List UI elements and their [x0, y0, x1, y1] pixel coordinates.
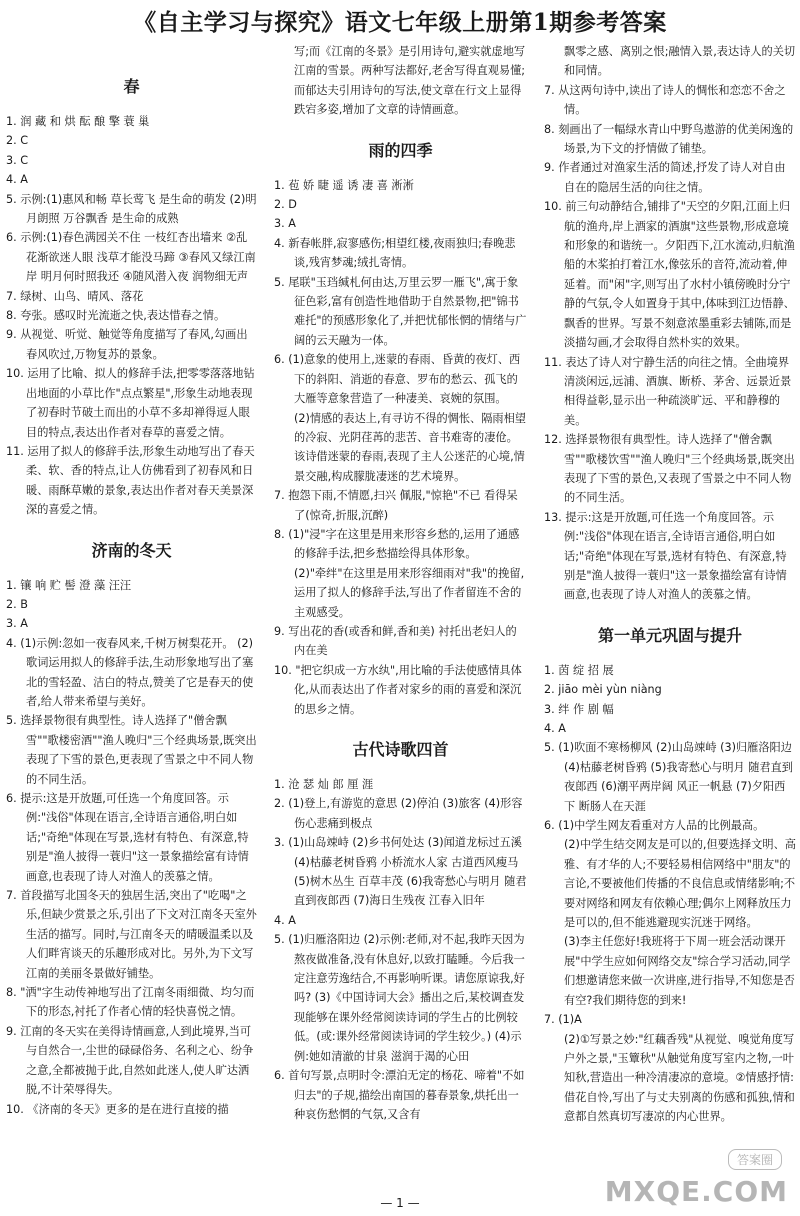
answer-item: 9. 江南的冬天实在美得诗情画意,人到此境界,当可与自然合一,尘世的碌碌俗务、名利之心、纷争之意,全都被抛于此,自然如此迷人,使人旷达洒脱,不计荣辱得失。 [6, 1024, 254, 1097]
answer-column-3 [544, 42, 796, 1190]
answer-item: 6. 提示:这是开放题,可任选一个角度回答。示例:"浅俗"体现在语言,全诗语言通俗,明白如话;"奇绝"体现在写景,选材有特色、有深意,特别是"渔人披得一蓑归"这一景象描绘富有诗情画意,也表现了诗人对渔人的羡慕之情。 [6, 792, 249, 883]
answer-item: 2. C [6, 134, 29, 148]
answer-item: 5. 示例:(1)惠风和畅 草长莺飞 是生命的萌发 (2)明月朗照 万谷飘香 是生命的成熟 [6, 192, 257, 226]
answer-item: 4. A [544, 722, 566, 735]
answer-item: 10. 前三句动静结合,铺排了"天空的夕阳,江面上归航的渔舟,岸上酒家的酒旗"这些景物,形成意境和形象的和谐统一。夕阳西下,江水流动,归航渔船的木桨拍打着江水,像弦乐的音符,流动着,伸延着。而"闲"字,则写出了水村小镇傍晚时分宁静的气氛,令人如置身于其中,体味到江边悟静、飘香的世界。写景不刻意浓墨重彩去铺陈,而是淡描勾画,才会取得自然朴实的效果。 [544, 200, 795, 350]
answer-item: 9. 作者通过对渔家生活的简述,抒发了诗人对自由自在的隐居生活的向往之情。 [544, 161, 786, 194]
answer-item: 3. A [6, 617, 28, 631]
answer-item: 10. "把它织成一方水纨",用比喻的手法使感情具体化,从而表达出了作者对家乡的雨的喜爱和深沉的思乡之情。 [274, 663, 522, 716]
answer-item: 13. 提示:这是开放题,可任选一个角度回答。示例:"浅俗"体现在语言,全诗语言通俗,明白如话;"奇绝"体现在写景,选材有特色、有深意,特别是"渔人披得一蓑归"这一景象描绘富有诗情画意,也表现了诗人对渔人的羡慕之情。 [544, 510, 787, 602]
answer-item: 12. 选择景物很有典型性。诗人选择了"僧舍飘雪""歌楼饮雪""渔人晚归"三个经典场景,既突出表现了下雪的景色,又表现了雪景之中不同人物的不同生活。 [544, 433, 795, 505]
answer-item: (2)"牵绊"在这里是用来形容细雨对"我"的挽留,运用了拟人的修辞手法,写出了作者留连不舍的主观感受。 [294, 566, 525, 619]
answer-item: 3. 绊 作 剧 幅 [544, 702, 614, 716]
answer-item: 8. 夸张。感叹时光流逝之快,表达惜春之情。 [6, 309, 226, 323]
answer-item: 1. 镶 响 贮 髻 澄 藻 汪汪 [6, 578, 132, 592]
answer-item: 10. 运用了比喻、拟人的修辞手法,把零零落落地钻出地面的小草比作"点点繁星",形象生动地表现了初春时节破土而出的小草不多却禅得逗人眼目的特点,表达出作者对春草的喜爱之情。 [6, 367, 255, 439]
section-heading: 第一单元巩固与提升 [597, 625, 742, 645]
answer-item: 7. 绿树、山鸟、晴风、落花 [6, 289, 144, 303]
section-heading: 雨的四季 [368, 140, 433, 160]
answer-item: (2)情感的表达上,有寻访不得的惆怅、隔雨相望的冷寂、光阴荏苒的悲苦、音书难寄的凄伧。该诗借迷蒙的春雨,表现了主人公迷茫的心境,情景交融,构成朦胧凄迷的艺术境界。 [294, 411, 526, 483]
answer-item: 2. B [6, 597, 28, 611]
answer-item: 5. (1)归雁洛阳边 (2)示例:老师,对不起,我昨天因为熬夜做准备,没有休息好,以致打瞌睡。今后我一定注意劳逸结合,不再影响听课。请您原谅我,好吗? (3)《中国诗词大会》播出之后,某校调查发现能够在课外经常阅读诗词的学生占的比例较低。(或:课外经常阅读诗词的学生较少。) (4)示例:她如清澈的甘泉 滋润于渴的心田 [274, 933, 525, 1063]
answer-item: 5. 尾联"玉珰缄札何由达,万里云罗一雁飞",寓于象征色彩,富有创造性地借助于自然景物,把"锦书难托"的预感形象化了,并把忧郁怅惘的情绪与广阔的云天融为一体。 [274, 275, 527, 347]
answer-item: 飘零之感、离别之恨;融情入景,表达诗人的关切和同情。 [564, 45, 796, 78]
answer-item: 8. 刻画出了一幅绿水青山中野鸟遨游的优美闲逸的场景,为下文的抒情做了铺垫。 [544, 122, 794, 156]
watermark-logo: MXQE.COM [604, 1175, 788, 1208]
answer-item: 3. (1)山岛竦峙 (2)乡书何处达 (3)闻道龙标过五溪 (4)枯藤老树昏鸦 小桥流水人家 古道西风瘦马 (5)树木丛生 百草丰茂 (6)我寄愁心与明月 随君直到夜郎西 (7)海日生残夜 江春入旧年 [274, 836, 527, 908]
answer-item: 7. (1)A [544, 1013, 582, 1027]
answer-item: 2. (1)登上,有游览的意思 (2)停泊 (3)旅客 (4)形容伤心悲痛到极点 [274, 797, 523, 830]
answer-item: 1. 润 藏 和 烘 酝 酿 擎 蓑 巢 [6, 115, 150, 128]
answer-item: 10. 《济南的冬天》更多的是在进行直接的描 [6, 1102, 229, 1116]
section-heading: 古代诗歌四首 [352, 740, 449, 759]
section-heading: 济南的冬天 [91, 540, 172, 560]
answer-item: 9. 从视觉、听觉、触觉等角度描写了春风,勾画出春风吹过,万物复苏的景象。 [6, 328, 248, 361]
answer-item: 1. 茵 绽 招 展 [544, 663, 614, 677]
page-number: — 1 — [380, 1196, 420, 1210]
answer-item: 6. (1)中学生网友看重对方人品的比例最高。 [544, 819, 765, 833]
answer-item: 写;而《江南的冬景》是引用诗句,避实就虚地写江南的雪景。两种写法都好,老舍写得直观易懂;而郁达夫引用诗句的写法,使文章在行文上显得跌宕多姿,增加了文章的诗情画意。 [294, 45, 526, 117]
answer-item: 8. (1)"浸"字在这里是用来形容乡愁的,运用了通感的修辞手法,把乡愁描绘得具体形象。 [274, 527, 520, 561]
answer-item: 2. jiāo mèi yùn niàng [544, 683, 662, 697]
answer-item: 6. 示例:(1)春色满园关不住 一枝红杏出墙来 ②乱花渐欲迷人眼 浅草才能没马蹄 ③春风又绿江南岸 明月何时照我还 ④随风潜入夜 润物细无声 [6, 231, 256, 284]
answer-item: 3. C [6, 153, 29, 167]
answer-item: 1. 苞 娇 睫 遥 诱 凄 喜 淅淅 [274, 178, 414, 192]
answer-item: 7. 从这两句诗中,读出了诗人的惆怅和恋恋不舍之情。 [544, 83, 786, 117]
answer-item: (3)李主任您好!我班将于下周一班会活动课开展"中学生应如何网络交友"综合学习活动,同学们想邀请您来做一次讲座,进行指导,不知您是否有空?我们期待您的到来! [564, 935, 795, 1007]
section-heading: 春 [123, 77, 140, 96]
answer-item: 3. A [274, 217, 296, 231]
answer-item: 4. 新春帐胖,寂寥感伤;相望红楼,夜雨独归;春晚悲谈,残宵梦魂;绒扎寄情。 [274, 236, 516, 270]
answer-item: 5. (1)吹面不寒杨柳风 (2)山岛竦峙 (3)归雁洛阳边 (4)枯藤老树昏鸦 (5)我寄愁心与明月 随君直到夜郎西 (6)潮平两岸阔 风正一帆悬 (7)夕阳西下 断肠人在天涯 [544, 741, 793, 813]
answer-item: 4. (1)示例:忽如一夜春风来,千树万树梨花开。 (2)歌词运用拟人的修辞手法,生动形象地写出了塞北的雪轻盈、洁白的特点,赞美了它是春天的使者,给人带来希望与美好。 [6, 636, 254, 708]
answer-item: 11. 表达了诗人对宁静生活的向往之情。全曲境界清淡闲远,远浦、酒旗、断桥、茅舍、远景近景相得益彰,显示出一种疏淡旷远、平和静穆的美。 [544, 355, 792, 427]
answer-item: (2)①写景之妙:"红藕香残"从视觉、嗅觉角度写户外之景,"玉簟秋"从触觉角度写室内之物,一叶知秋,营造出一种冷清凄凉的意境。②情感抒情:借花自怜,写出了与丈夫别离的伤感和孤独,情和意都自然真切写凄凉的内心世界。 [564, 1032, 795, 1124]
answer-item: 7. 抱怨下雨,不情愿,扫兴 佩服,"惊艳"不已 看得呆了(惊奇,折服,沉醉) [274, 489, 518, 522]
answer-item: 6. (1)意象的使用上,迷蒙的春雨、昏黄的夜灯、西下的斜阳、消逝的春意、罗布的愁云、孤飞的大雁等意象营造了一种凄美、哀婉的氛围。 [274, 353, 521, 406]
answer-item: 6. 首句写景,点明时令:漂泊无定的杨花、啼着"不如归去"的子规,描绘出南国的暮春景象,烘托出一种哀伤愁惘的气氛,又含有 [274, 1069, 525, 1121]
answer-item: 7. 首段描写北国冬天的独居生活,突出了"吃喝"之乐,但缺少赏景之乐,引出了下文对江南冬天室外生活的描写。同时,与江南冬天的晴暖温柔以及人们畔宵谈天的乐趣形成对比。另外,为下文写江南的美丽冬景做好铺垫。 [6, 889, 257, 980]
answer-item: 2. D [274, 198, 297, 212]
answer-item: 4. A [6, 173, 28, 187]
page-title: 《自主学习与探究》语文七年级上册第1期参考答案 [133, 9, 667, 36]
answer-item: 5. 选择景物很有典型性。诗人选择了"僧舍飘雪""歌楼密酒""渔人晚归"三个经典场景,既突出表现了下雪的景色,更表现了雪景之中不同人物的不同生活。 [6, 714, 257, 786]
answer-item: 9. 写出花的香(或香和鲜,香和美) 衬托出老妇人的内在美 [274, 624, 517, 658]
answer-column-1 [6, 42, 257, 1190]
answer-item: 8. "洒"字生动传神地写出了江南冬雨细微、均匀而下的形态,衬托了作者心情的轻快喜悦之情。 [6, 986, 255, 1019]
answer-column-2 [274, 42, 527, 1190]
answer-item: (2)中学生结交网友是可以的,但要选择文明、高雅、有才华的人;不要轻易相信网络中"朋友"的言论,不要被他们传播的不良信息或情绪影响;不要对网络和网友有依赖心理;偶尔上网释放压力是可以的,但不能逃避现实沉迷于网络。 [564, 838, 796, 930]
answer-item: 1. 沧 瑟 灿 郎 厘 涯 [274, 778, 374, 791]
answer-item: 4. A [274, 913, 296, 927]
answer-item: 11. 运用了拟人的修辞手法,形象生动地写出了春天柔、软、香的特点,让人仿佛看到了初春风和日暖、雨酥草嫩的景象,表达出作者对春天美景深深的喜爱之情。 [6, 444, 255, 517]
watermark-badge: 答案圈 [728, 1149, 782, 1170]
